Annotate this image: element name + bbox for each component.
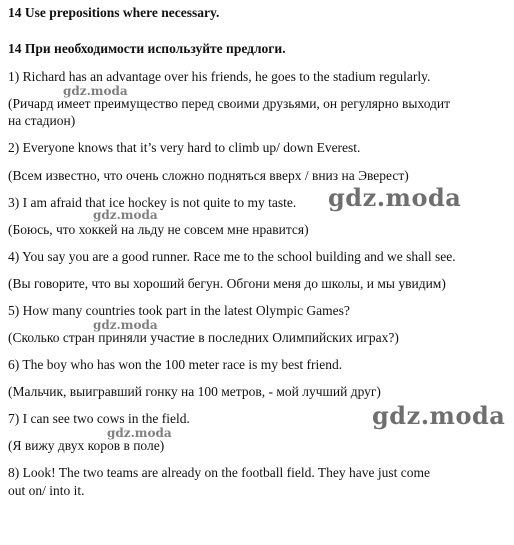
watermark-small-3: gdz.moda [93,318,158,332]
item-8-english-line-1: 8) Look! The two teams are already on the football field. They have just come [8,465,430,480]
watermark-small-1: gdz.moda [63,84,128,98]
item-6-russian: (Мальчик, выигравший гонку на 100 метров, - мой лучший друг) [8,384,381,399]
item-5-english: 5) How many countries took part in the latest Olympic Games? [8,303,350,318]
item-4-russian: (Вы говорите, что вы хороший бегун. Обгони меня до школы, и мы увидим) [8,276,446,291]
item-3-english: 3) I am afraid that ice hockey is not quite to my taste. [8,195,297,210]
item-7-russian: (Я вижу двух коров в поле) [8,438,165,453]
item-7-english: 7) I can see two cows in the field. [8,411,190,426]
item-1-english: 1) Richard has an advantage over his friends, he goes to the stadium regularly. [8,69,431,84]
item-1-russian-line-1: (Ричард имеет преимущество перед своими друзьями, он регулярно выходит [8,96,451,111]
item-2-english: 2) Everyone knows that it’s very hard to climb up/ down Everest. [8,140,361,155]
heading-russian: 14 При необходимости используйте предлоги. [8,41,286,56]
watermark-small-2: gdz.moda [93,208,158,222]
heading-english: 14 Use prepositions where necessary. [8,5,220,20]
item-5-russian: (Сколько стран приняли участие в последних Олимпийских играх?) [8,330,399,345]
item-1-russian-line-2: на стадион) [8,113,76,128]
item-3-russian: (Боюсь, что хоккей на льду не совсем мне нравится) [8,222,309,237]
item-4-english: 4) You say you are a good runner. Race me to the school building and we shall see. [8,249,456,264]
item-8-english-line-2: out on/ into it. [8,483,85,498]
item-2-russian: (Всем известно, что очень сложно подняться вверх / вниз на Эверест) [8,168,409,183]
watermark-large-1: gdz.moda [328,183,462,212]
watermark-small-4: gdz.moda [107,426,172,440]
item-6-english: 6) The boy who has won the 100 meter race is my best friend. [8,357,343,372]
watermark-large-2: gdz.moda [372,401,506,430]
